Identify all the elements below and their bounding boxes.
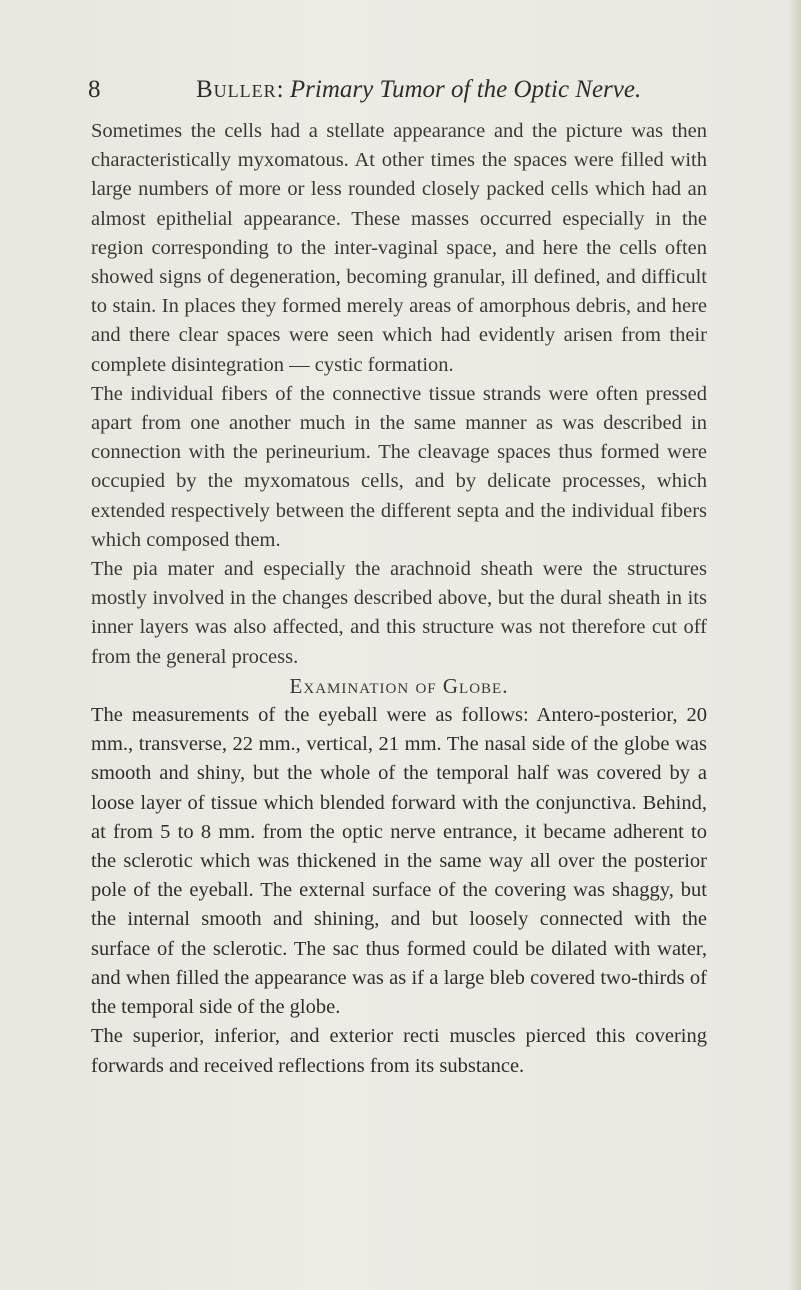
author-name: Buller <box>196 76 277 103</box>
article-title: Primary Tumor of the Optic Nerve. <box>289 76 642 103</box>
page-edge-shadow <box>787 0 801 1290</box>
paragraph: Sometimes the cells had a stellate appearance and the picture was then characteristically myxomatous. At other times the spaces were filled with large numbers of more or less rounded closely packed cells which had an almost epithelial appearance. These masses occurred especially in the region corresponding to the inter-vaginal space, and here the cells often showed signs of degeneration, becoming granular, ill defined, and difficult to stain. In places they formed merely areas of amorphous debris, and here and there clear spaces were seen which had evidently arisen from their complete disintegration — cystic formation. <box>91 120 707 376</box>
body-text <box>91 117 707 1081</box>
running-title <box>196 76 641 104</box>
page-number: 8 <box>88 76 101 103</box>
paragraph: The pia mater and especially the arachnoid sheath were the structures mostly involved in the changes described above, but the dural sheath in its inner layers was also affected, and this structure was not therefore cut off from the general process. <box>91 558 707 668</box>
title-separator: : <box>276 76 284 103</box>
section-body <box>91 701 707 1081</box>
paragraph: The measurements of the eyeball were as follows: Antero-posterior, 20 mm., transverse, 22 mm., vertical, 21 mm. The nasal side of the globe was smooth and shiny, but the whole of the temporal half was covered by a loose layer of tissue which blended forward with the conjunctiva. Behind, at from 5 to 8 mm. from the optic nerve entrance, it became adherent to the sclerotic which was thickened in the same way all over the posterior pole of the eyeball. The external surface of the covering was shaggy, but the internal smooth and shining, and but loosely connected with the surface of the sclerotic. The sac thus formed could be dilated with water, and when filled the appearance was as if a large bleb covered two-thirds of the temporal side of the globe. <box>91 704 707 1019</box>
paragraph: The individual fibers of the connective tissue strands were often pressed apart from one another much in the same manner as was described in connection with the perineurium. The cleavage spaces thus formed were occupied by the myxomatous cells, and by delicate processes, which extended respectively between the different septa and the individual fibers which composed them. <box>91 382 707 551</box>
section-heading: Examination of Globe. <box>289 673 509 698</box>
running-header <box>88 70 708 110</box>
paragraph: The superior, inferior, and exterior recti muscles pierced this covering forwards and received reflections from its substance. <box>91 1025 707 1077</box>
